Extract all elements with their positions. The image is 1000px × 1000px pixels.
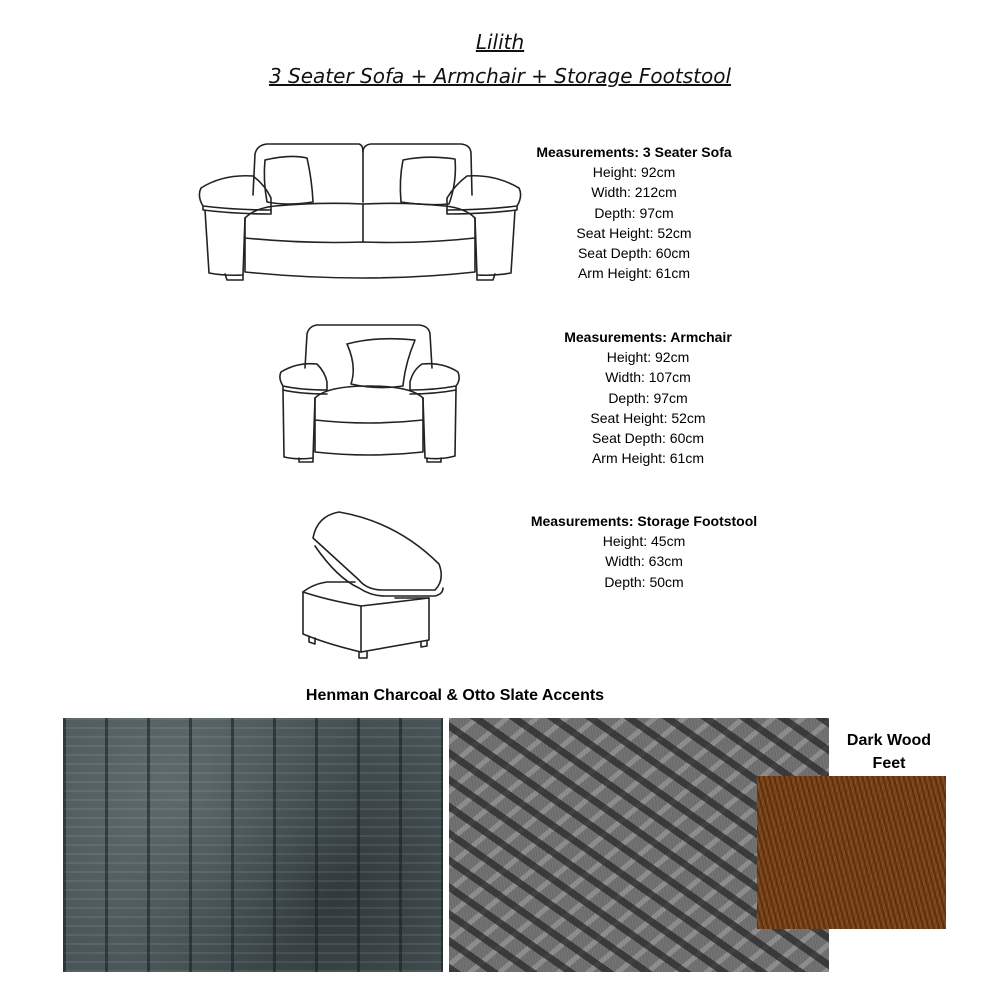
sofa-drawing [195, 140, 525, 285]
product-name: Lilith [475, 30, 525, 54]
armchair-height: Height: 92cm [606, 349, 690, 366]
footstool-depth: Depth: 50cm [604, 573, 684, 590]
armchair-measurements-heading: Measurements: Armchair [564, 329, 732, 345]
armchair-measurements [548, 327, 748, 468]
footstool-drawing [297, 508, 447, 663]
sofa-measurements-heading: Measurements: 3 Seater Sofa [536, 144, 732, 160]
dark-wood-feet-label: Dark Wood Feet [846, 732, 932, 772]
armchair-seat-height: Seat Height: 52cm [590, 409, 706, 426]
footstool-measurements [505, 511, 783, 592]
fabric-accents-title: Henman Charcoal & Otto Slate Accents [305, 687, 605, 704]
dark-wood-feet-swatch [757, 776, 946, 929]
armchair-drawing [277, 322, 462, 464]
armchair-depth: Depth: 97cm [608, 389, 688, 406]
footstool-width: Width: 63cm [605, 553, 683, 570]
sofa-height: Height: 92cm [592, 164, 676, 181]
product-set-title: 3 Seater Sofa + Armchair + Storage Footstool [268, 64, 732, 88]
footstool-height: Height: 45cm [602, 533, 686, 550]
armchair-illustration [277, 322, 462, 464]
footstool-illustration [297, 508, 447, 663]
henman-charcoal-swatch [63, 718, 443, 972]
armchair-arm-height: Arm Height: 61cm [591, 450, 705, 467]
sofa-illustration [195, 140, 525, 285]
sofa-arm-height: Arm Height: 61cm [577, 265, 691, 282]
footstool-measurements-heading: Measurements: Storage Footstool [530, 513, 758, 529]
armchair-seat-depth: Seat Depth: 60cm [591, 430, 705, 447]
sofa-depth: Depth: 97cm [594, 204, 674, 221]
sofa-width: Width: 212cm [591, 184, 677, 201]
sofa-seat-depth: Seat Depth: 60cm [577, 245, 691, 262]
sofa-measurements [510, 142, 758, 283]
armchair-width: Width: 107cm [605, 369, 691, 386]
sofa-seat-height: Seat Height: 52cm [576, 224, 692, 241]
